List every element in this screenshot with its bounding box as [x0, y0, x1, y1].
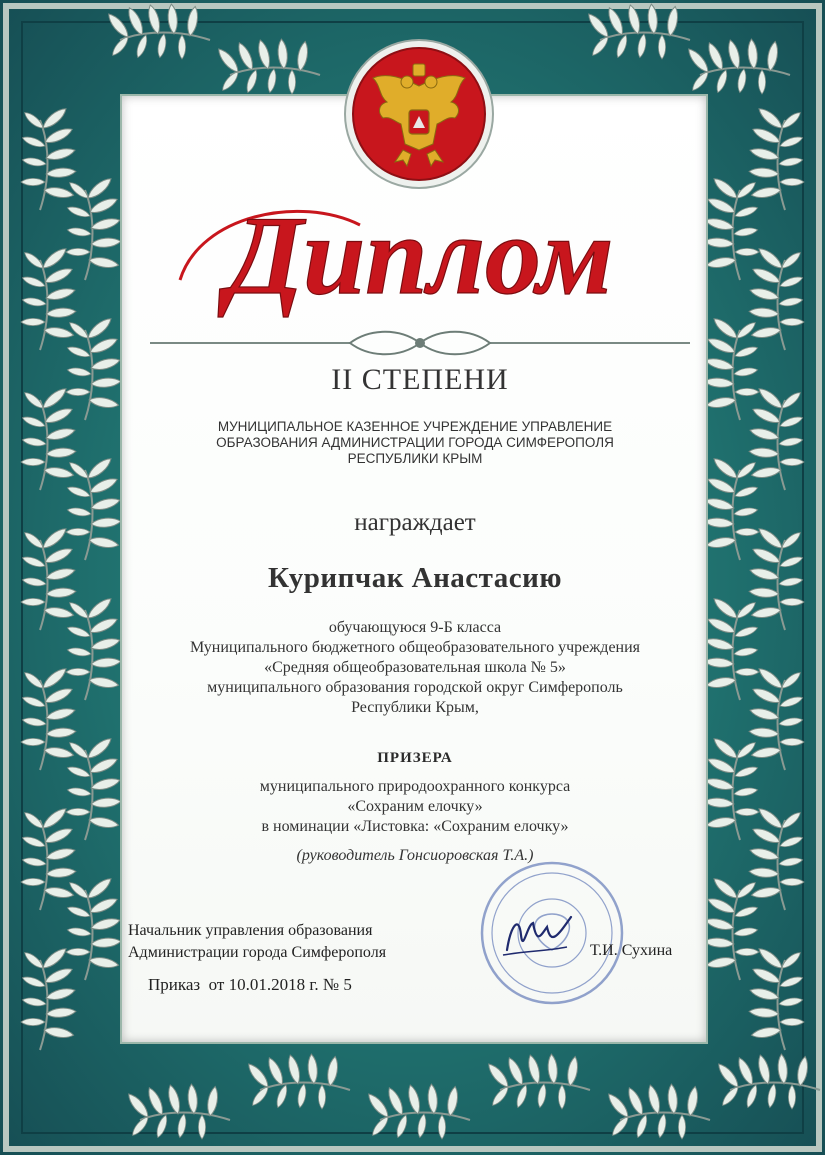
prize-label: ПРИЗЕРА [377, 750, 453, 766]
signatory-name: Т.И. Сухина [590, 942, 673, 959]
details-line: муниципального образования городской округ Симферополь [207, 679, 623, 696]
supervisor: (руководитель Гонсиоровская Т.А.) [296, 847, 534, 864]
awards-text: награждает [354, 509, 476, 536]
signatory-position-line: Начальник управления образования [128, 922, 373, 939]
contest-info [130, 777, 700, 837]
organization-line: РЕСПУБЛИКИ КРЫМ [347, 451, 483, 466]
details-line: обучающуюся 9-Б класса [328, 619, 502, 636]
recipient-details [130, 618, 700, 718]
russian-coat-of-arms-icon [343, 38, 495, 190]
contest-line: муниципального природоохранного конкурса [259, 778, 571, 795]
details-line: «Средняя общеобразовательная школа № 5» [264, 659, 566, 676]
details-line: Муниципального бюджетного общеобразовательного учреждения [189, 639, 641, 656]
recipient-name: Курипчак Анастасию [267, 562, 563, 594]
ornament-divider [150, 328, 690, 358]
signature-icon [497, 905, 577, 965]
contest-line: в номинации «Листовка: «Сохраним елочку» [261, 818, 569, 835]
issuing-organization [150, 419, 680, 467]
contest-line: «Сохраним елочку» [347, 798, 483, 815]
signatory-position [128, 920, 458, 964]
order-reference: Приказ от 10.01.2018 г. № 5 [148, 975, 352, 994]
diploma-degree: II СТЕПЕНИ [331, 363, 509, 396]
diploma-title [160, 185, 680, 325]
signatory-position-line: Администрации города Симферополя [128, 944, 387, 961]
organization-line: МУНИЦИПАЛЬНОЕ КАЗЕННОЕ УЧРЕЖДЕНИЕ УПРАВЛЕНИЕ [217, 419, 613, 434]
diploma-title-text: Диплом [226, 194, 614, 318]
details-line: Республики Крым, [351, 699, 479, 716]
organization-line: ОБРАЗОВАНИЯ АДМИНИСТРАЦИИ ГОРОДА СИМФЕРОПОЛЯ [216, 435, 614, 450]
